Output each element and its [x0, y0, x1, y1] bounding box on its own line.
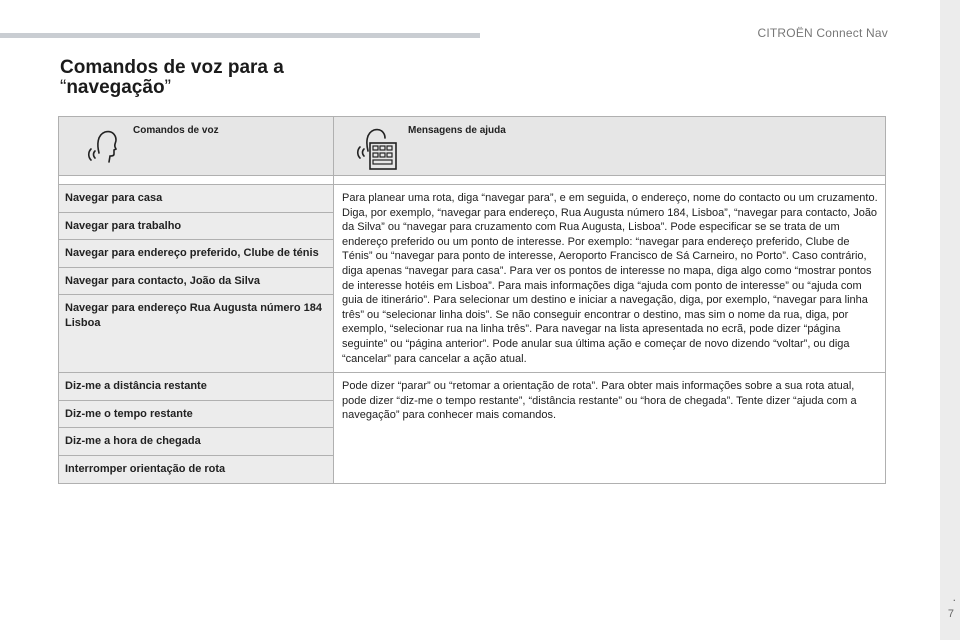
header-cell-help: [334, 117, 886, 176]
header-rule: [0, 33, 480, 38]
page-dot: .: [952, 590, 956, 604]
voice-speaking-head-icon: [85, 127, 119, 167]
command-arrival-time: Diz-me a hora de chegada: [59, 428, 333, 456]
page-title-word: navegação: [66, 77, 165, 98]
command-remaining-distance: Diz-me a distância restante: [59, 373, 333, 401]
header-cell-commands: [59, 117, 334, 176]
command-stop-guidance: Interromper orientação de rota: [65, 462, 226, 475]
header-spacer-row: [59, 176, 886, 185]
commands-cell-navigation: [59, 185, 334, 373]
page-edge-strip: [940, 0, 960, 640]
page-title-line1: Comandos de voz para a: [60, 57, 284, 78]
command-navigate-address: Navegar para endereço Rua Augusta número 184 Lisboa: [65, 302, 322, 329]
commands-column-header: Comandos de voz: [133, 125, 219, 136]
command-navigate-favorite: Navegar para endereço preferido, Clube de ténis: [59, 240, 333, 268]
table-row-route-info: [59, 373, 886, 483]
page-title: [60, 58, 284, 98]
command-navigate-contact: Navegar para contacto, João da Silva: [59, 268, 333, 296]
help-column-header: Mensagens de ajuda: [408, 125, 506, 136]
command-navigate-work: Navegar para trabalho: [59, 213, 333, 241]
brand-label: CITROËN Connect Nav: [757, 26, 888, 40]
spacer-cell-right: [334, 176, 886, 185]
commands-cell-route-info: [59, 373, 334, 483]
title-open-quote: “: [60, 77, 67, 98]
table-header-row: [59, 117, 886, 176]
help-message-route-info: Pode dizer “parar” ou “retomar a orientação de rota”. Para obter mais informações sobre a sua rota atual, pode dizer “diz-me o tempo restante”, “distância restante” ou “hora de chegada”. Tente dizer “ajuda com a navegação” para conhecer mais comandos.: [334, 373, 886, 483]
command-remaining-time: Diz-me o tempo restante: [59, 401, 333, 429]
spacer-cell-left: [59, 176, 334, 185]
table-row-navigation: [59, 185, 886, 373]
title-close-quote: ”: [164, 77, 171, 98]
help-message-navigation: Para planear uma rota, diga “navegar para”, e em seguida, o endereço, nome do contacto ou um cruzamento. Diga, por exemplo, “navegar para endereço, Rua Augusta número 184, Lisboa”, “navegar para contacto, João da Silva” ou “navegar para cruzamento com Rua Augusta, Lisboa”. Pode especificar se se trata de um endereço preferido ou um ponto de interesse. Por exemplo: “navegar para endereço preferido, Clube de Ténis” ou “navegar para ponto de interesse, Aeroporto Francisco de Sá Carneiro, no Porto”. Caso contrário, diga apenas “navegar para casa”. Para ver os pontos de interesse no mapa, diga algo como “mostrar pontos de interesse hotéis em Lisboa”. Para mais informações diga “ajuda com ponto de interesse” ou “ajuda com guia de itinerário”. Para selecionar um destino e iniciar a navegação, diga, por exemplo, “navegar para linha três” ou “selecionar linha dois”. Se não conseguir encontrar o destino, mas sim o nome da rua, diga, por exemplo, “selecionar rua na linha três”. Para navegar na lista apresentada no ecrã, pode dizer “página seguinte” ou “página anterior”. Pode anular sua última ação e começar de novo dizendo “voltar”, ou diga “cancelar” para cancelar a ação atual.: [334, 185, 886, 373]
voice-head-keypad-icon: [352, 125, 398, 171]
page-number: 7: [947, 608, 954, 620]
command-navigate-home: Navegar para casa: [59, 185, 333, 213]
voice-commands-table: [58, 116, 886, 484]
